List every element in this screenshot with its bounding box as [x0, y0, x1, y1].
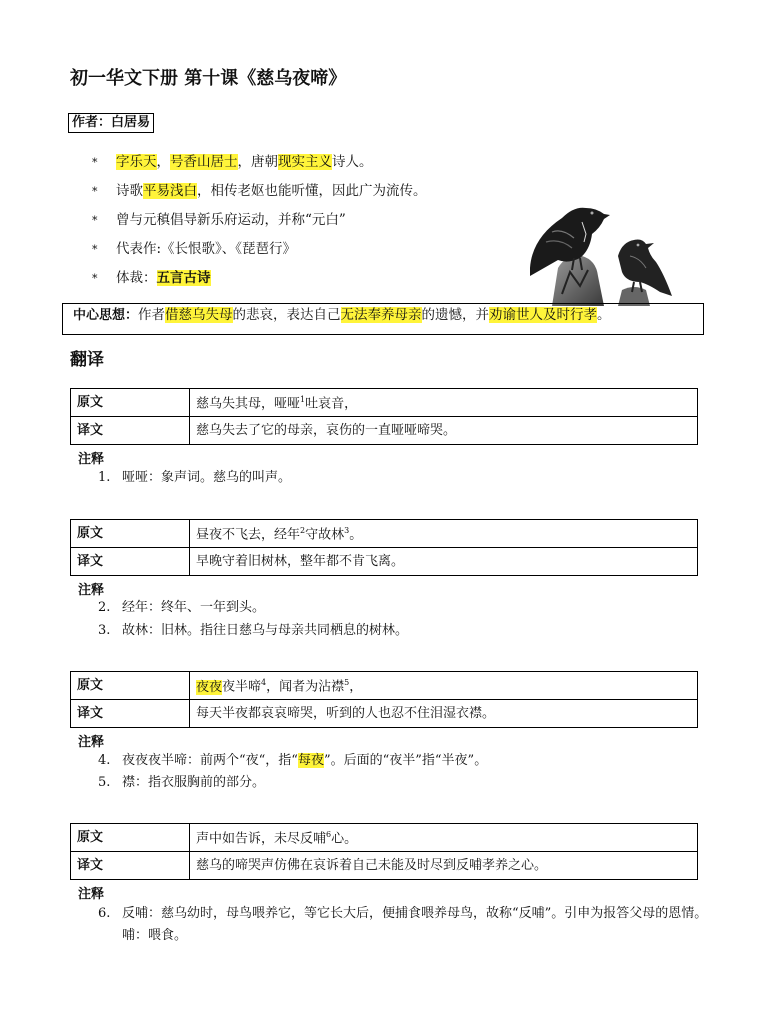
translation-text: 慈乌失去了它的母亲，哀伤的一直哑哑啼哭。: [190, 417, 698, 445]
central-theme-box: [62, 303, 704, 335]
bullet-icon: *: [92, 243, 98, 256]
original-text: [190, 672, 698, 700]
theme-label: 中心思想：: [73, 308, 139, 323]
footnote-ref: 5: [344, 678, 350, 688]
table-row: [71, 520, 698, 548]
stanza-table: [70, 671, 698, 728]
fact-item: [92, 235, 427, 264]
notes-heading: 注释: [78, 583, 105, 598]
text-run: 襟：指衣服胸前的部分。: [122, 775, 266, 790]
text-run: 守故林: [305, 527, 345, 543]
text-run: 作者: [138, 307, 166, 323]
page-title: 初一华文下册 第十课《慈乌夜啼》: [70, 68, 347, 89]
highlighted-text: 无法奉养母亲: [340, 307, 422, 323]
highlighted-text: 五言古诗: [156, 270, 211, 286]
table-row: [71, 389, 698, 417]
text-run: 哑哑：象声词。慈乌的叫声。: [122, 470, 292, 485]
table-row: [71, 672, 698, 700]
notes-heading: 注释: [78, 735, 105, 750]
text-run: ，相传老妪也能听懂，因此广为流传。: [197, 183, 427, 199]
fact-item: [92, 264, 427, 293]
notes-heading: 注释: [78, 452, 105, 467]
text-run: 慈乌失其母，哑哑: [196, 396, 301, 412]
text-run: 故林：旧林。指往日慈乌与母亲共同栖息的树林。: [122, 623, 409, 638]
text-run: ，: [349, 679, 363, 695]
highlighted-text: 平易浅白: [143, 183, 197, 199]
text-run: ，唐朝: [237, 154, 278, 170]
stanza-table: [70, 388, 698, 445]
original-text: [190, 389, 698, 417]
author-box: 作者：白居易: [68, 113, 154, 133]
translation-text: 慈乌的啼哭声仿佛在哀诉着自己未能及时尽到反哺孝养之心。: [190, 852, 698, 880]
text-run: 声中如告诉，未尽反哺: [196, 831, 327, 847]
text-run: 诗歌: [116, 183, 143, 199]
translation-text: 每天半夜都哀哀啼哭，听到的人也忍不住泪湿衣襟。: [190, 700, 698, 728]
footnote-ref: 4: [261, 678, 267, 688]
crows-illustration: [522, 198, 682, 308]
author-facts-list: [92, 148, 427, 293]
original-label: 原文: [71, 672, 190, 700]
text-run: 。: [597, 307, 611, 323]
text-run: 代表作:《长恨歌》、《琵琶行》: [116, 241, 297, 257]
text-run: ，闻者为沾襟: [266, 679, 345, 695]
highlighted-text: 号香山居士: [170, 154, 238, 170]
stanza-table: [70, 823, 698, 880]
text-run: 的悲哀，表达自己: [232, 307, 341, 323]
footnote-ref: 3: [344, 526, 350, 536]
text-run: 体裁：: [116, 270, 157, 286]
bullet-icon: *: [92, 272, 98, 285]
text-run: 的遗憾，并: [421, 307, 490, 323]
highlighted-text: 劝谕世人及时行孝: [489, 307, 598, 323]
text-run: 反哺：慈乌幼时，母鸟喂养它，等它长大后，便捕食喂养母鸟，故称“反哺”。引申为报答父母的恩情。哺：喂食。: [122, 906, 708, 943]
text-run: ”。后面的“夜半”指“半夜”。: [323, 753, 488, 768]
table-row: [71, 548, 698, 576]
note-item: 5. 襟：指衣服胸前的部分。: [98, 775, 266, 790]
footnote-ref: 1: [300, 395, 306, 405]
bullet-icon: *: [92, 214, 98, 227]
translation-text: 早晚守着旧树林，整年都不肯飞离。: [190, 548, 698, 576]
stanza-table: [70, 519, 698, 576]
fact-item: [92, 206, 427, 235]
text-run: 夜夜夜半啼：前两个“夜“，指“: [122, 753, 298, 768]
translation-label: 译文: [71, 548, 190, 576]
highlighted-text: 现实主义: [278, 154, 332, 170]
note-item: 4. 夜夜夜半啼：前两个“夜“，指“每夜”。后面的“夜半”指“半夜”。: [98, 753, 488, 768]
note-item: 2. 经年：终年、一年到头。: [98, 600, 266, 615]
text-run: ，: [156, 154, 170, 170]
highlighted-text: 借慈乌失母: [165, 307, 233, 323]
notes-heading: 注释: [78, 887, 105, 902]
note-item: 1. 哑哑：象声词。慈乌的叫声。: [98, 470, 292, 485]
translation-label: 译文: [71, 852, 190, 880]
footnote-ref: 6: [326, 830, 332, 840]
highlighted-text: 字乐天: [116, 154, 157, 170]
text-run: 吐哀音，: [305, 396, 358, 412]
original-text: [190, 824, 698, 852]
original-label: 原文: [71, 389, 190, 417]
bullet-icon: *: [92, 185, 98, 198]
text-run: 诗人。: [332, 154, 373, 170]
note-item: 3. 故林：旧林。指往日慈乌与母亲共同栖息的树林。: [98, 623, 409, 638]
original-text: [190, 520, 698, 548]
table-row: [71, 700, 698, 728]
text-run: 经年：终年、一年到头。: [122, 600, 266, 615]
text-run: 昼夜不飞去，经年: [196, 527, 301, 543]
table-row: [71, 852, 698, 880]
text-run: 夜半啼: [222, 679, 262, 695]
table-row: [71, 417, 698, 445]
section-title: 翻译: [70, 350, 104, 370]
table-row: [71, 824, 698, 852]
text-run: 心。: [331, 831, 358, 847]
original-label: 原文: [71, 824, 190, 852]
text-run: 。: [349, 527, 363, 543]
highlighted-text: 夜夜: [196, 679, 223, 695]
bullet-icon: *: [92, 156, 98, 169]
text-run: 曾与元稹倡导新乐府运动，并称“元白”: [116, 212, 346, 228]
translation-label: 译文: [71, 417, 190, 445]
original-label: 原文: [71, 520, 190, 548]
highlighted-text: 每夜: [297, 753, 324, 768]
fact-item: [92, 148, 427, 177]
footnote-ref: 2: [300, 526, 306, 536]
fact-item: [92, 177, 427, 206]
note-item: 6. 反哺：慈乌幼时，母鸟喂养它，等它长大后，便捕食喂养母鸟，故称“反哺”。引申为报答父母的恩情。哺：喂食。: [98, 906, 708, 943]
translation-label: 译文: [71, 700, 190, 728]
